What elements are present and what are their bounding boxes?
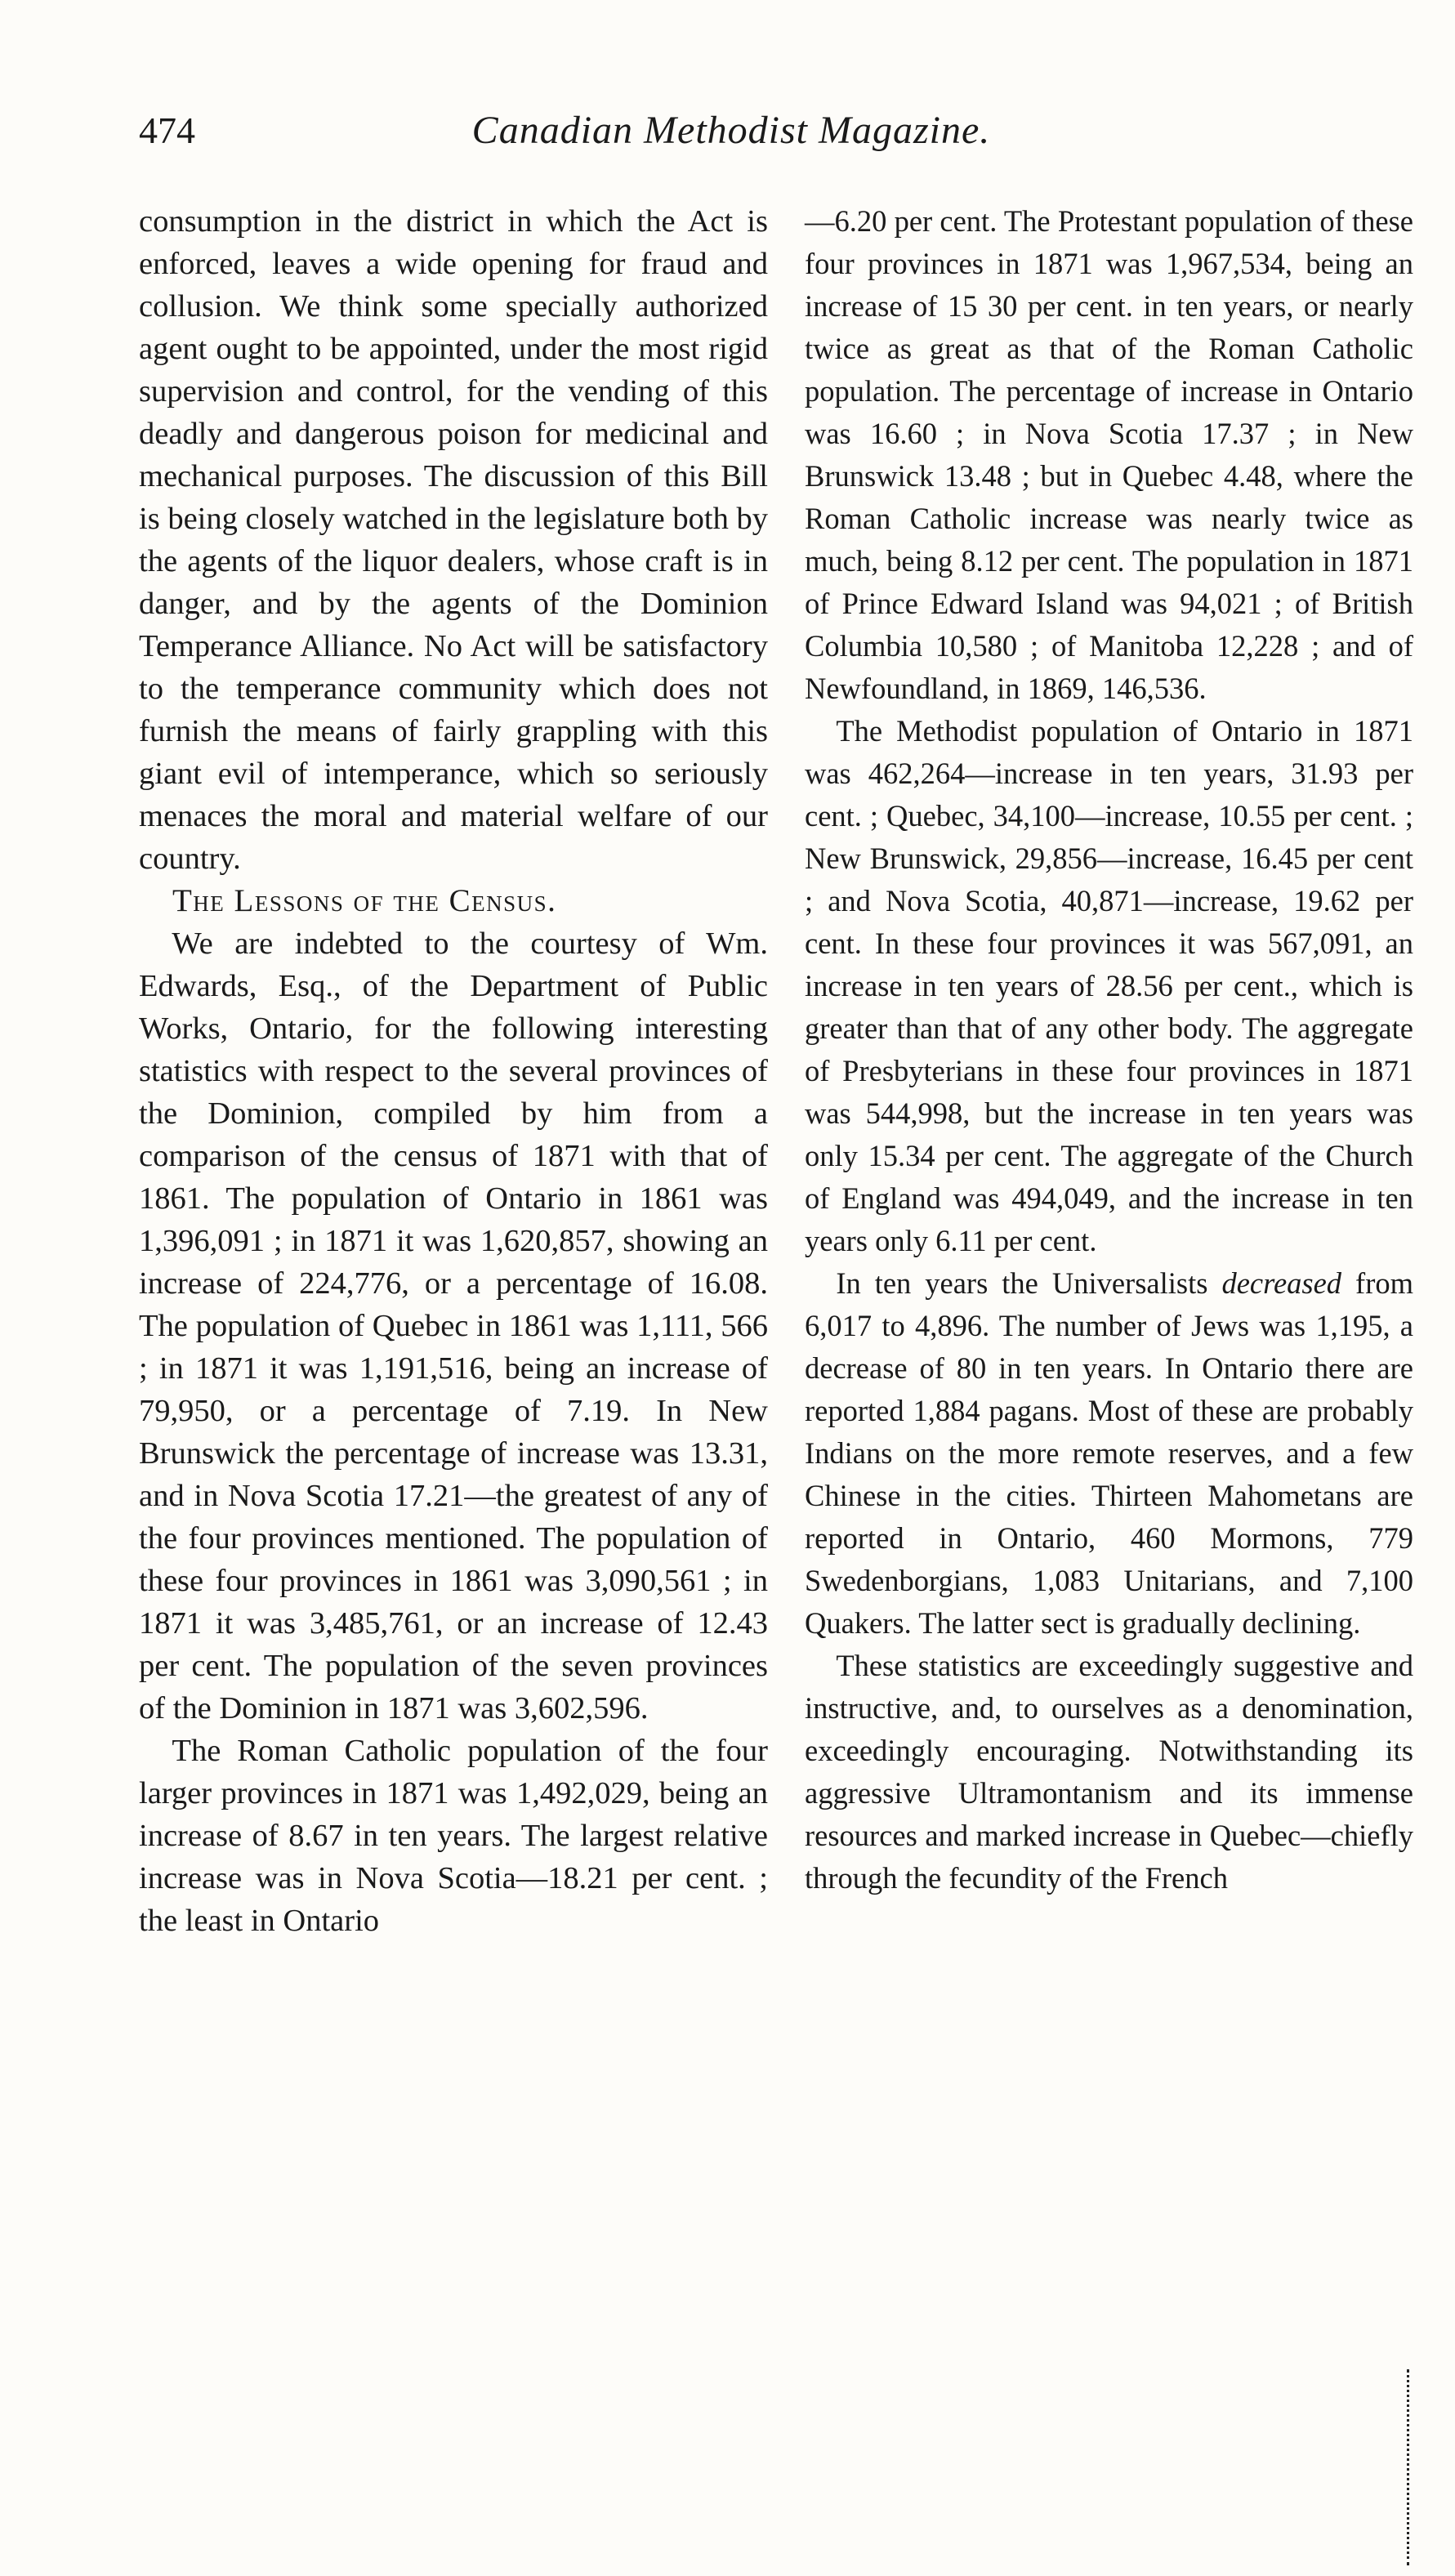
page-header <box>139 106 1323 163</box>
paragraph: —6.20 per cent. The Protestant population of these four provinces in 1871 was 1,967,534, being an increase of 15 30 per cent. in ten years, or nearly twice as great as that of the Roman Catholic population. The percentage of increase in Ontario was 16.60 ; in Nova Scotia 17.37 ; in New Brunswick 13.48 ; but in Quebec 4.48, where the Roman Catholic increase was nearly twice as much, being 8.12 per cent. The population in 1871 of Prince Edward Island was 94,021 ; of British Columbia 10,580 ; of Manitoba 12,228 ; and of Newfoundland, in 1869, 146,536. <box>805 204 1413 705</box>
right-column <box>805 200 1413 1900</box>
paragraph: consumption in the district in which the Act is enforced, leaves a wide opening for fraud and collusion. We think some specially authorized agent ought to be appointed, under the most rigid supervision and control, for the vending of this deadly and dangerous poison for medicinal and mechanical purposes. The discussion of this Bill is being closely watched in the legislature both by the agents of the liquor dealers, whose craft is in danger, and by the agents of the Dominion Temperance Alliance. No Act will be satisfactory to the temperance community which does not furnish the means of fairly grappling with this giant evil of intemperance, which so seriously menaces the moral and material welfare of our country. <box>139 204 768 876</box>
paragraph: We are indebted to the courtesy of Wm. Edwards, Esq., of the Department of Public Works, Ontario, for the following interesting statistics with respect to the several provinces of the Dominion, compiled by him from a comparison of the census of 1871 with that of 1861. The population of Ontario in 1861 was 1,396,091 ; in 1871 it was 1,620,857, showing an increase of 224,776, or a percentage of 16.08. The population of Quebec in 1861 was 1,111, 566 ; in 1871 it was 1,191,516, being an increase of 79,950, or a percentage of 7.19. In New Brunswick the percentage of increase was 13.31, and in Nova Scotia 17.21—the greatest of any of the four provinces mentioned. The population of these four provinces in 1861 was 3,090,561 ; in 1871 it was 3,485,761, or an increase of 12.43 per cent. The population of the seven provinces of the Dominion in 1871 was 3,602,596. <box>139 926 768 1726</box>
paragraph-text: from 6,017 to 4,896. The number of Jews was 1,195, a decrease of 80 in ten years. In Ontario there are reported 1,884 pagans. Most of these are probably Indians on the more remote reserves, and a few Chinese in the cities. Thirteen Mahometans are reported in Ontario, 460 Mormons, 779 Swedenborgians, 1,083 Unitarians, and 7,100 Quakers. The latter sect is gradually declining. <box>805 1266 1413 1640</box>
paragraph <box>805 1262 1413 1645</box>
margin-mark <box>1407 2369 1412 2565</box>
left-column <box>139 200 768 1942</box>
section-heading: The Lessons of the Census. <box>172 883 557 918</box>
paragraph: The Methodist population of Ontario in 1871 was 462,264—increase in ten years, 31.93 per cent. ; Quebec, 34,100—increase, 10.55 per cent. ; New Brunswick, 29,856—increase, 16.45 per cent ; and Nova Scotia, 40,871—increase, 19.62 per cent. In these four provinces it was 567,091, an increase in ten years of 28.56 per cent., which is greater than that of any other body. The aggregate of Presbyterians in these four provinces in 1871 was 544,998, but the increase in ten years was only 15.34 per cent. The aggregate of the Church of England was 494,049, and the increase in ten years only 6.11 per cent. <box>805 714 1413 1257</box>
paragraph: The Roman Catholic population of the four larger provinces in 1871 was 1,492,029, being an increase of 8.67 in ten years. The largest relative increase was in Nova Scotia—18.21 per cent. ; the least in Ontario <box>139 1734 768 1938</box>
emphasis-text: decreased <box>1221 1266 1342 1300</box>
page-number: 474 <box>139 109 195 151</box>
paragraph-text: In ten years the Universalists <box>836 1266 1222 1300</box>
running-title: Canadian Methodist Magazine. <box>471 109 991 152</box>
paragraph: These statistics are exceedingly suggestive and instructive, and, to ourselves as a denomination, exceedingly encouraging. Notwithstanding its aggressive Ultramontanism and its immense resources and marked increase in Quebec—chiefly through the fecundity of the French <box>805 1649 1413 1895</box>
